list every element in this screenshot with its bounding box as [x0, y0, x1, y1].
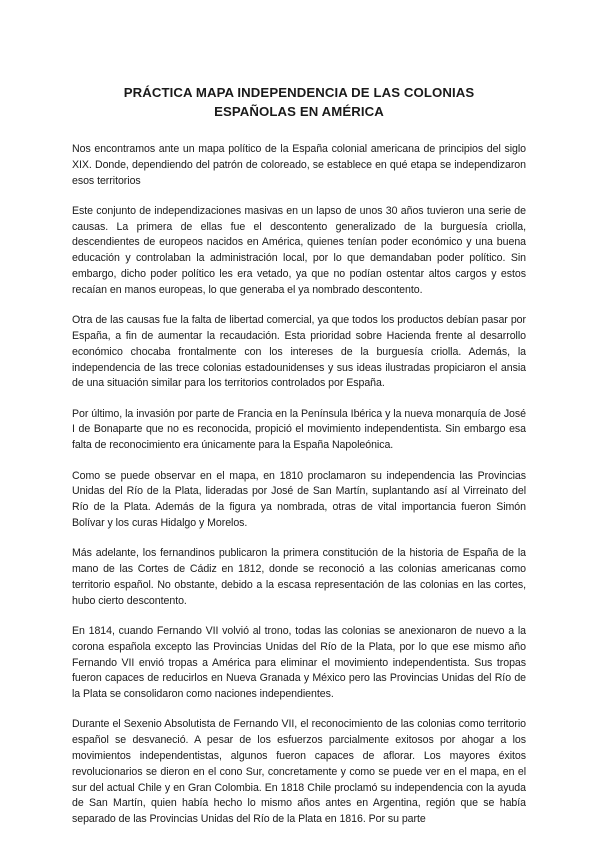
title-line-1: PRÁCTICA MAPA INDEPENDENCIA DE LAS COLONIAS	[123, 85, 475, 100]
paragraph-1812: Más adelante, los fernandinos publicaron la primera constitución de la historia de España de la mano de las Cortes de Cádiz en 1812, donde se reconoció a las colonias americanas como territorio español. No obstante, debido a la escasa representación de las colonias en las cortes, hubo cierto descontento.	[72, 547, 526, 607]
paragraph-causes-invasion: Por último, la invasión por parte de Francia en la Península Ibérica y la nueva monarquía de José I de Bonaparte que no es reconocida, propició el movimiento independentista. Sin embargo esa falta de reconocimiento era únicamente para la España Napoleónica.	[72, 407, 526, 452]
paragraph-sexenio: Durante el Sexenio Absolutista de Fernando VII, el reconocimiento de las colonias como territorio español se desvaneció. A pesar de los esfuerzos parcialmente exitosos por ahogar a los movimientos independentistas, algunos fueron capaces de aflorar. Los mayores éxitos revolucionarios se dieron en el cono Sur, concretamente y como se puede ver en el mapa, en el sur del actual Chile y en Gran Colombia. En 1818 Chile proclamó su independencia con la ayuda de San Martín, quien había hecho lo mismo años antes en Argentina, región que se había separado de las Provincias Unidas del Río de la Plata en 1816. Por su parte	[72, 718, 526, 826]
paragraph-causes-trade: Otra de las causas fue la falta de libertad comercial, ya que todos los productos debían pasar por España, a fin de aumentar la recaudación. Esta prioridad sobre Hacienda frente al desarrollo económico chocaba frontalmente con los intereses de la burguesía criolla. Además, la independencia de las trece colonias estadounidenses y sus ideas ilustradas propiciaron el ansia de una situación similar para los territorios controlados por España.	[72, 314, 526, 390]
document-page	[72, 83, 526, 826]
title-line-2: ESPAÑOLAS EN AMÉRICA	[214, 104, 384, 119]
paragraph-1810: Como se puede observar en el mapa, en 1810 proclamaron su independencia las Provincias Unidas del Río de la Plata, lideradas por José de San Martín, suplantando así al Virreinato del Río de la Plata. Además de la figura ya nombrada, otras de vital importancia fueron Simón Bolívar y los curas Hidalgo y Morelos.	[72, 469, 526, 529]
document-title	[72, 83, 526, 121]
paragraph-1814: En 1814, cuando Fernando VII volvió al trono, todas las colonias se anexionaron de nuevo a la corona española excepto las Provincias Unidas del Río de la Plata, por lo que ese mismo año Fernando VII envió tropas a América para eliminar el movimiento independentista. Sus tropas fueron capaces de reducirlos en Nueva Granada y México pero las Provincias Unidas del Río de la Plata se consolidaron como naciones independientes.	[72, 624, 526, 701]
paragraph-causes-criollos: Este conjunto de independizaciones masivas en un lapso de unos 30 años tuvieron una serie de causas. La primera de ellas fue el descontento generalizado de la burguesía criolla, descendientes de europeos nacidos en América, quienes tenían poder económico y una buena educación y controlaban la administración local, por lo que demandaban poder político. Sin embargo, dicho poder político les era vetado, ya que no podían ostentar altos cargos y estos recaían en manos europeas, lo que generaba el ya nombrado descontento.	[72, 204, 526, 296]
paragraph-intro: Nos encontramos ante un mapa político de la España colonial americana de principios del siglo XIX. Donde, dependiendo del patrón de coloreado, se establece en qué etapa se independizaron esos territorios	[72, 143, 526, 187]
